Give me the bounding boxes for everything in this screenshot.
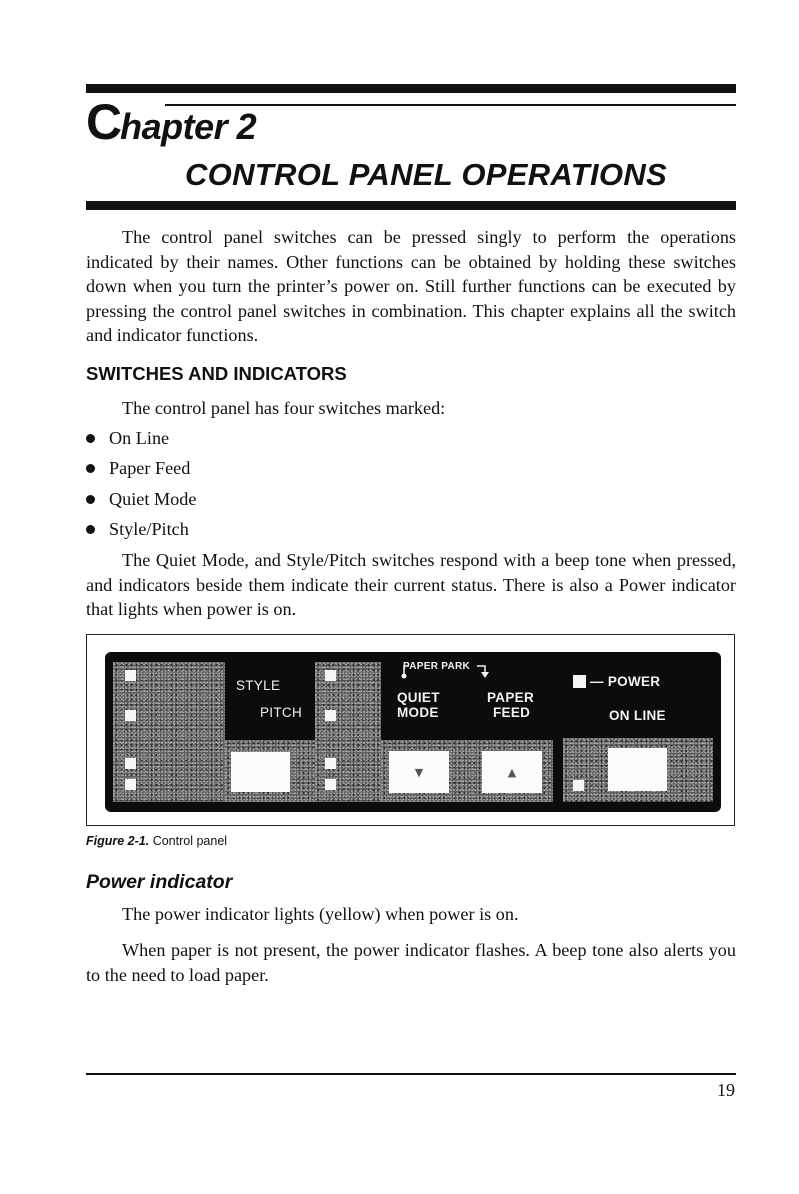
list-item bbox=[86, 426, 196, 456]
intro-text: The control panel switches can be pressed singly to perform the operations indicated by their names. Other functions can be obtained by holding these switches down when you turn the printer’s power on. Still further functions can be executed by pressing the control panel switches in combination. This chapter explains all the switch and indicator functions. bbox=[86, 227, 736, 346]
list-item bbox=[86, 487, 196, 517]
list-item-label: Style/Pitch bbox=[109, 518, 189, 539]
online-label: ON LINE bbox=[609, 708, 666, 723]
indicator-led bbox=[125, 670, 136, 681]
paper-park-label: PAPER PARK bbox=[403, 661, 471, 672]
mode-label: MODE bbox=[397, 705, 439, 720]
style-label: STYLE bbox=[236, 678, 281, 693]
indicator-led bbox=[325, 710, 336, 721]
switches-lead-text: The control panel has four switches marked: bbox=[122, 398, 446, 418]
feed-label: FEED bbox=[493, 705, 531, 720]
chapter-subtitle: CONTROL PANEL OPERATIONS bbox=[185, 157, 667, 192]
paper-label: PAPER bbox=[487, 690, 535, 705]
paper-feed-key[interactable] bbox=[482, 751, 542, 793]
power-paragraph-2 bbox=[86, 938, 736, 987]
down-arrow-icon: ▼ bbox=[414, 765, 424, 779]
switches-after-paragraph bbox=[86, 548, 736, 622]
up-arrow-icon: ▲ bbox=[507, 765, 517, 779]
quiet-label: QUIET bbox=[397, 690, 440, 705]
header-rule-top bbox=[86, 84, 736, 93]
online-led bbox=[573, 780, 584, 791]
switches-lead bbox=[86, 396, 736, 421]
section-heading-switches: SWITCHES AND INDICATORS bbox=[86, 363, 347, 384]
control-panel-illustration bbox=[105, 652, 721, 812]
power-led bbox=[573, 675, 586, 688]
bullet-icon bbox=[86, 525, 95, 534]
page-number: 19 bbox=[717, 1080, 735, 1100]
intro-paragraph bbox=[86, 225, 736, 348]
power-paragraph-1 bbox=[86, 902, 736, 927]
list-item bbox=[86, 456, 196, 486]
power-label: — POWER bbox=[590, 674, 661, 689]
list-item-label: On Line bbox=[109, 428, 170, 448]
switch-list bbox=[86, 426, 196, 547]
list-item bbox=[86, 517, 196, 547]
switches-after-text: The Quiet Mode, and Style/Pitch switches respond with a beep tone when pressed, and indicators beside them indicate their current status. There is also a Power indicator that lights when power is on. bbox=[86, 550, 736, 620]
indicator-led bbox=[325, 758, 336, 769]
list-item-label: Paper Feed bbox=[109, 458, 191, 479]
header-rule-bottom bbox=[86, 201, 736, 210]
quiet-mode-key[interactable] bbox=[389, 751, 449, 793]
online-key[interactable] bbox=[608, 748, 667, 791]
power-text-2: When paper is not present, the power indicator flashes. A beep tone also alerts you to the need to load paper. bbox=[86, 940, 736, 985]
indicator-led bbox=[125, 758, 136, 769]
figure-caption-text: Control panel bbox=[149, 834, 228, 848]
section-heading-power: Power indicator bbox=[86, 871, 233, 893]
indicator-led bbox=[325, 779, 336, 790]
chapter-initial: C bbox=[86, 94, 121, 150]
bullet-icon bbox=[86, 464, 95, 473]
chapter-label: hapter 2 bbox=[120, 106, 257, 147]
indicator-led bbox=[325, 670, 336, 681]
figure-caption bbox=[86, 834, 227, 849]
bullet-icon bbox=[86, 434, 95, 443]
figure-number: Figure 2-1. bbox=[86, 834, 150, 848]
bullet-icon bbox=[86, 495, 95, 504]
style-pitch-key[interactable] bbox=[231, 752, 290, 792]
footer-rule bbox=[86, 1073, 736, 1075]
indicator-led bbox=[125, 779, 136, 790]
indicator-led bbox=[125, 710, 136, 721]
list-item-label: Quiet Mode bbox=[109, 488, 197, 509]
power-text-1: The power indicator lights (yellow) when power is on. bbox=[122, 904, 519, 924]
paper-park-bracket-icon bbox=[395, 661, 535, 681]
chapter-title bbox=[86, 94, 257, 150]
pitch-label: PITCH bbox=[260, 705, 302, 720]
